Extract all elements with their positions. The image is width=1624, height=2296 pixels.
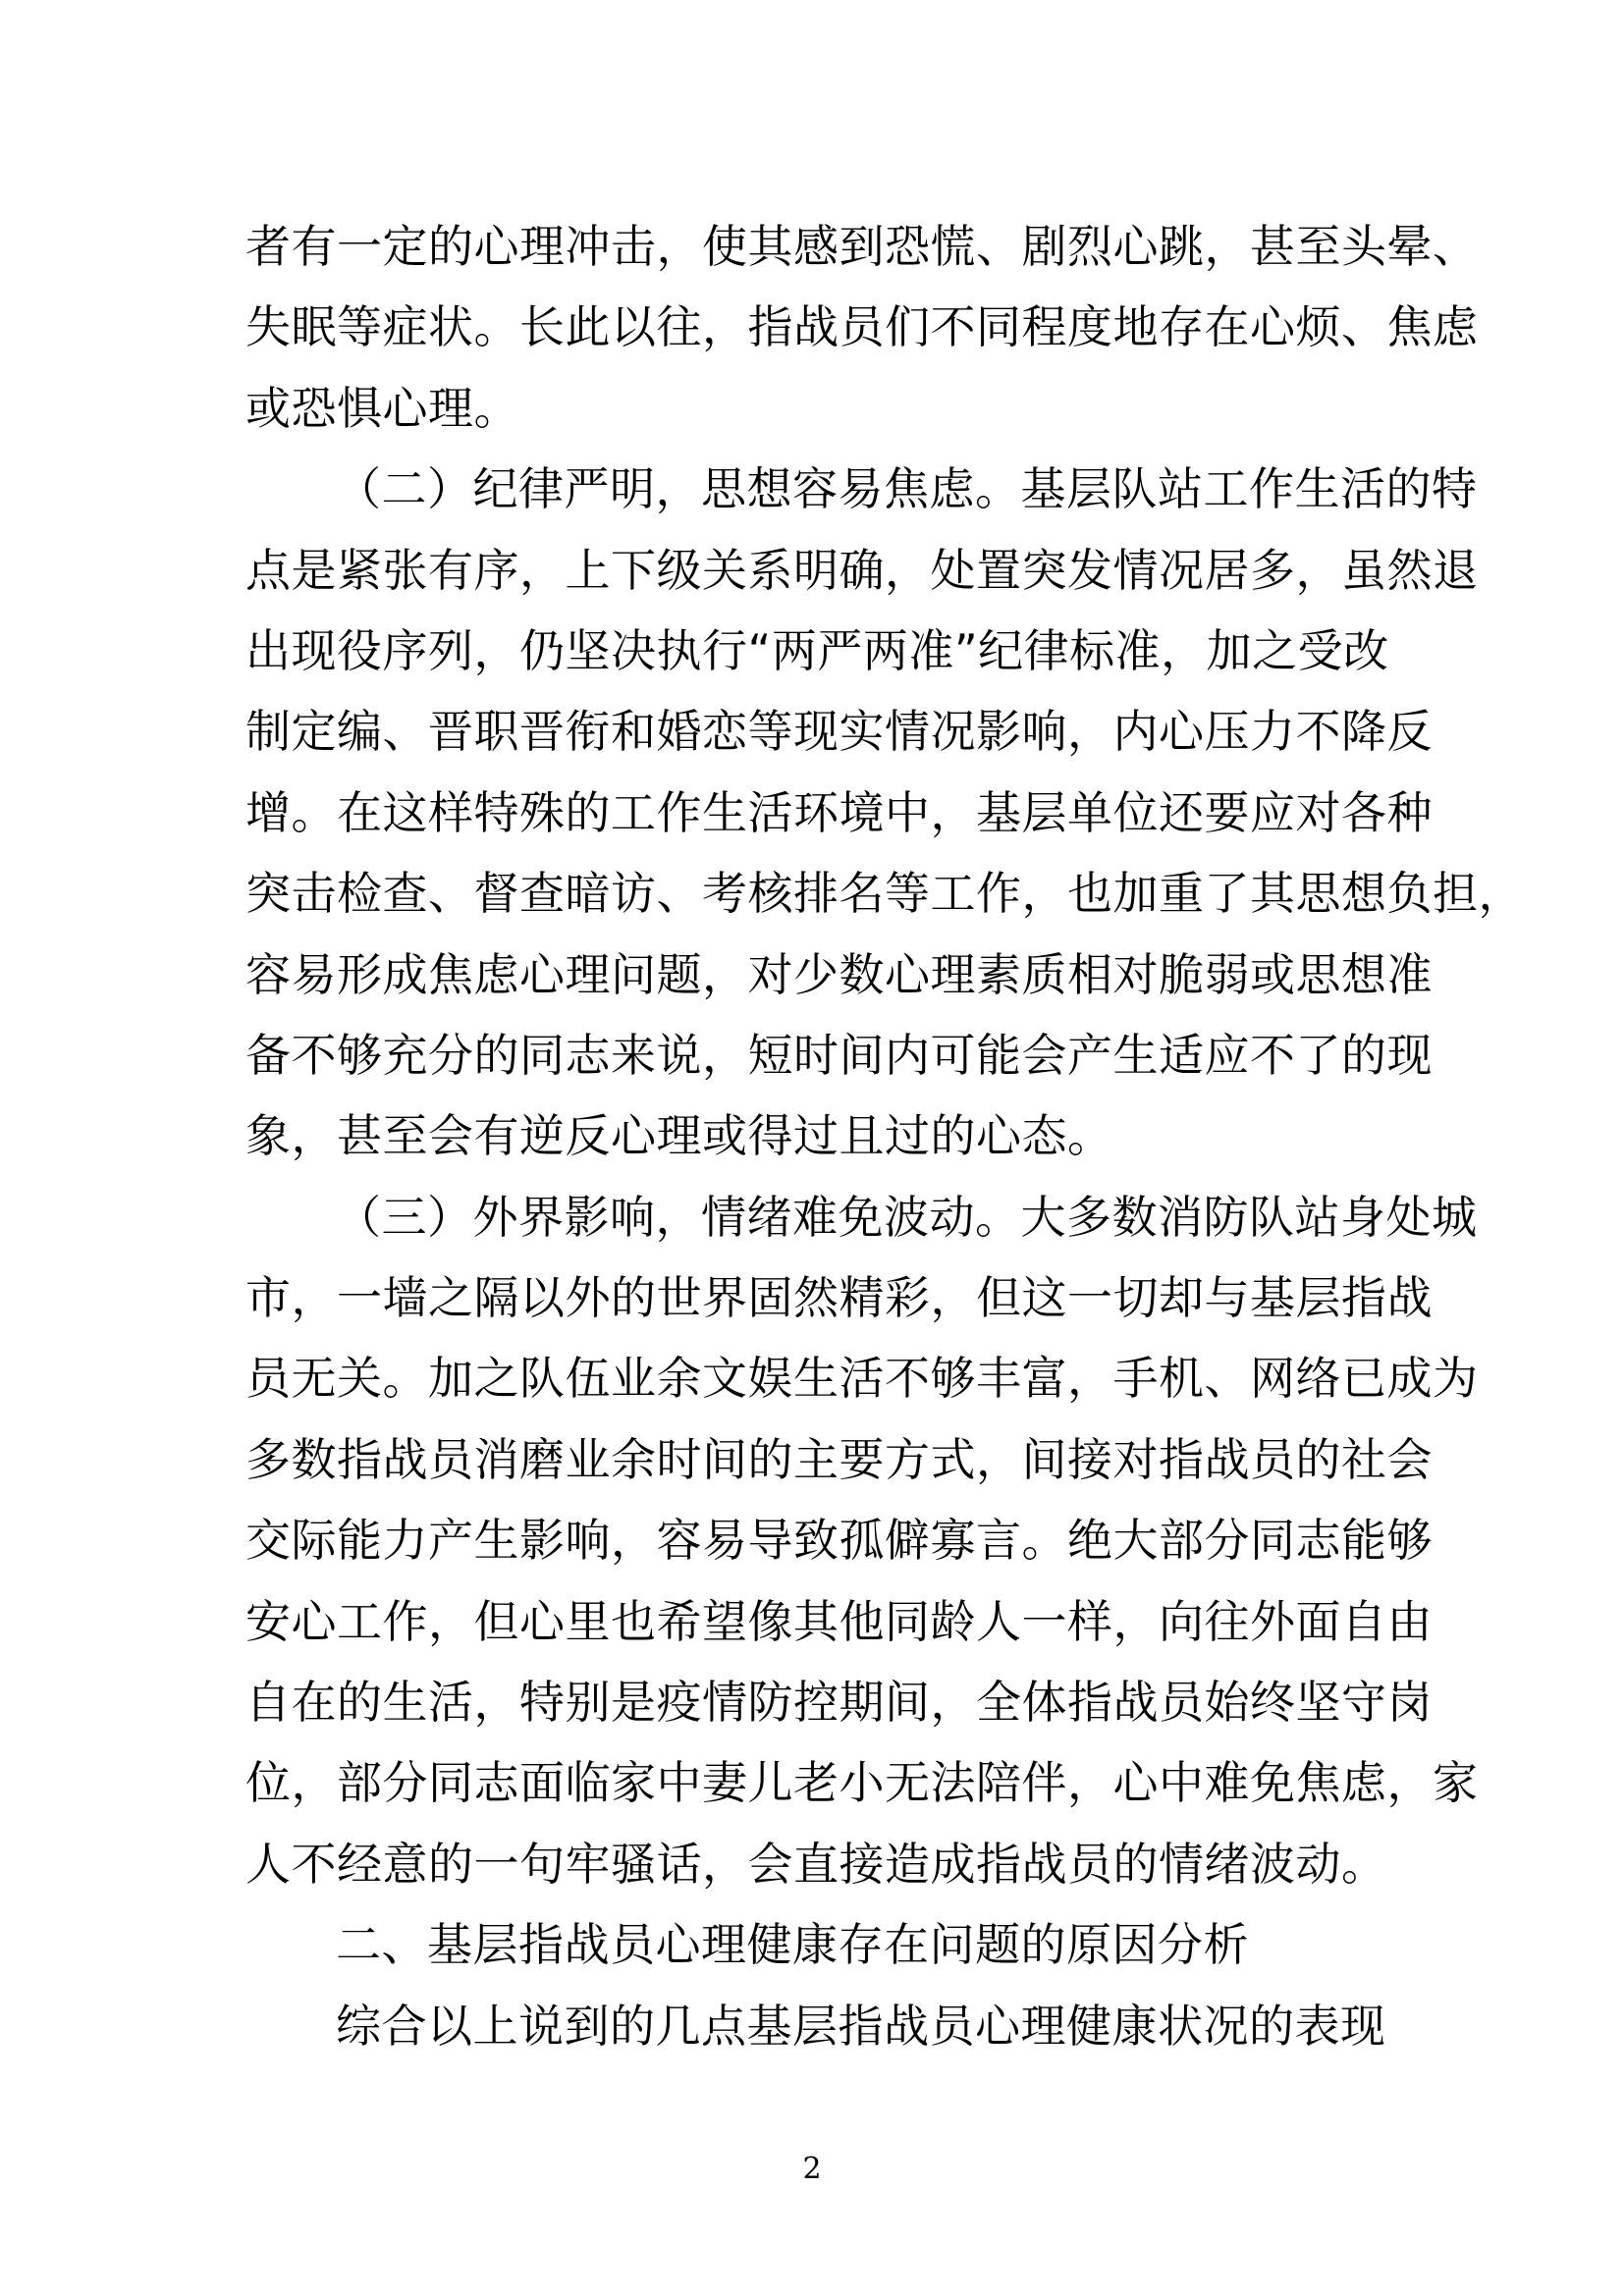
- text-line: 象，甚至会有逆反心理或得过且过的心态。: [245, 1109, 1113, 1163]
- text-line: 制定编、晋职晋衔和婚恋等现实情况影响，内心压力不降反: [245, 705, 1433, 759]
- page-number: 2: [802, 2152, 822, 2186]
- text-line: 容易形成焦虑心理问题，对少数心理素质相对脆弱或思想准: [245, 947, 1433, 1001]
- text-line: 多数指战员消磨业余时间的主要方式，间接对指战员的社会: [245, 1432, 1433, 1486]
- text-line: 备不够充分的同志来说，短时间内可能会产生适应不了的现: [245, 1028, 1433, 1082]
- text-line: 者有一定的心理冲击，使其感到恐慌、剧烈心跳，甚至头晕、: [245, 220, 1479, 273]
- chapter-heading-line: 二、基层指战员心理健康存在问题的原因分析: [336, 1918, 1249, 1972]
- text-line: 人不经意的一句牢骚话，会直接造成指战员的情绪波动。: [245, 1837, 1387, 1891]
- text-line: 增。在这样特殊的工作生活环境中，基层单位还要应对各种: [245, 785, 1433, 839]
- text-line: 交际能力产生影响，容易导致孤僻寡言。绝大部分同志能够: [245, 1514, 1433, 1568]
- text-line: 失眠等症状。长此以往，指战员们不同程度地存在心烦、焦虑: [245, 300, 1479, 354]
- text-line: 或恐惧心理。: [245, 381, 519, 435]
- text-line: 出现役序列，仍坚决执行“两严两准”纪律标准，加之受改: [245, 623, 1389, 677]
- text-line: 市，一墙之隔以外的世界固然精彩，但这一切却与基层指战: [245, 1271, 1433, 1325]
- text-line: 突击检查、督查暗访、考核排名等工作，也加重了其思想负担，: [245, 867, 1524, 921]
- text-line: 位，部分同志面临家中妻儿老小无法陪伴，心中难免焦虑，家: [245, 1756, 1479, 1810]
- document-body: [245, 206, 1524, 2066]
- text-line: 点是紧张有序，上下级关系明确，处置突发情况居多，虽然退: [245, 543, 1479, 597]
- text-line: 自在的生活，特别是疫情防控期间，全体指战员始终坚守岗: [245, 1676, 1433, 1730]
- section-3-heading-line: （三）外界影响，情绪难免波动。大多数消防队站身处城: [336, 1190, 1478, 1244]
- text-line: 综合以上说到的几点基层指战员心理健康状况的表现: [336, 1999, 1386, 2053]
- text-line: 安心工作，但心里也希望像其他同龄人一样，向往外面自由: [245, 1594, 1433, 1648]
- text-line: 员无关。加之队伍业余文娱生活不够丰富，手机、网络已成为: [245, 1352, 1479, 1406]
- section-2-heading-line: （二）纪律严明，思想容易焦虑。基层队站工作生活的特: [336, 462, 1478, 516]
